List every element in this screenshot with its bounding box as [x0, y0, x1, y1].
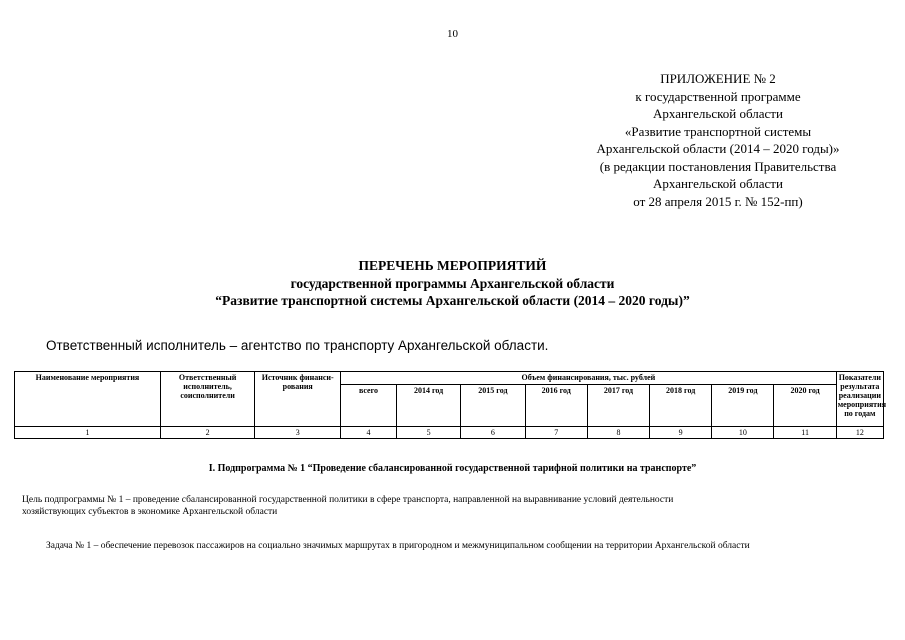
title-line: ПЕРЕЧЕНЬ МЕРОПРИЯТИЙ — [358, 258, 547, 273]
header-responsible: Ответственный исполнитель, соисполнители — [160, 372, 254, 427]
appendix-line: Архангельской области — [653, 176, 783, 191]
appendix-line: Архангельской области — [653, 106, 783, 121]
document-title — [0, 257, 905, 310]
appendix-line: Архангельской области (2014 – 2020 годы)» — [596, 141, 840, 156]
appendix-line: к государственной программе — [635, 88, 801, 104]
goal-line: Цель подпрограммы № 1 – проведение сбалансированной государственной политики в сфере транспорта, направленной на выравнивание условий деятельности — [22, 495, 674, 505]
title-line: “Развитие транспортной системы Архангельской области (2014 – 2020 годы)” — [215, 293, 690, 308]
header-year-2015: 2015 год — [461, 385, 525, 427]
appendix-line: «Развитие транспортной системы — [624, 123, 812, 139]
header-year-2016: 2016 год — [525, 385, 587, 427]
header-year-2018: 2018 год — [650, 385, 712, 427]
appendix-block — [548, 70, 888, 210]
header-financing-volume: Объем финансирования, тыс. рублей — [341, 372, 837, 385]
column-number: 5 — [396, 427, 460, 439]
column-number: 3 — [255, 427, 341, 439]
header-year-2017: 2017 год — [587, 385, 649, 427]
column-number: 11 — [774, 427, 836, 439]
header-indicators: Показатели результата реализации мероприятия по годам — [836, 372, 883, 427]
appendix-line: от 28 апреля 2015 г. № 152-пп) — [633, 193, 803, 209]
header-event-name: Наименование мероприятия — [15, 372, 161, 427]
header-year-2019: 2019 год — [712, 385, 774, 427]
title-line: государственной программы Архангельской области — [290, 275, 615, 291]
subprogram-task: Задача № 1 – обеспечение перевозок пассажиров на социально значимых маршрутах в пригородном и межмуниципальном сообщении на территории Архангельской области — [46, 541, 750, 551]
column-number: 10 — [712, 427, 774, 439]
header-year-2020: 2020 год — [774, 385, 836, 427]
column-number: 2 — [160, 427, 254, 439]
subprogram-heading: I. Подпрограмма № 1 “Проведение сбалансированной государственной тарифной политики на транспорте” — [208, 463, 697, 474]
page-number: 10 — [447, 28, 458, 40]
subprogram-goal — [22, 494, 892, 518]
column-number: 4 — [341, 427, 397, 439]
column-number: 6 — [461, 427, 525, 439]
appendix-line: ПРИЛОЖЕНИЕ № 2 — [660, 71, 776, 86]
header-total: всего — [341, 385, 397, 427]
responsible-executor: Ответственный исполнитель – агентство по транспорту Архангельской области. — [46, 338, 549, 353]
column-number: 8 — [587, 427, 649, 439]
header-year-2014: 2014 год — [396, 385, 460, 427]
column-number: 7 — [525, 427, 587, 439]
column-number: 1 — [15, 427, 161, 439]
column-number: 12 — [836, 427, 883, 439]
header-funding-source: Источник финанси- рования — [255, 372, 341, 427]
column-number: 9 — [650, 427, 712, 439]
appendix-line: (в редакции постановления Правительства — [599, 158, 837, 174]
events-table — [14, 371, 887, 439]
goal-line: хозяйствующих субъектов в экономике Архангельской области — [22, 507, 278, 517]
